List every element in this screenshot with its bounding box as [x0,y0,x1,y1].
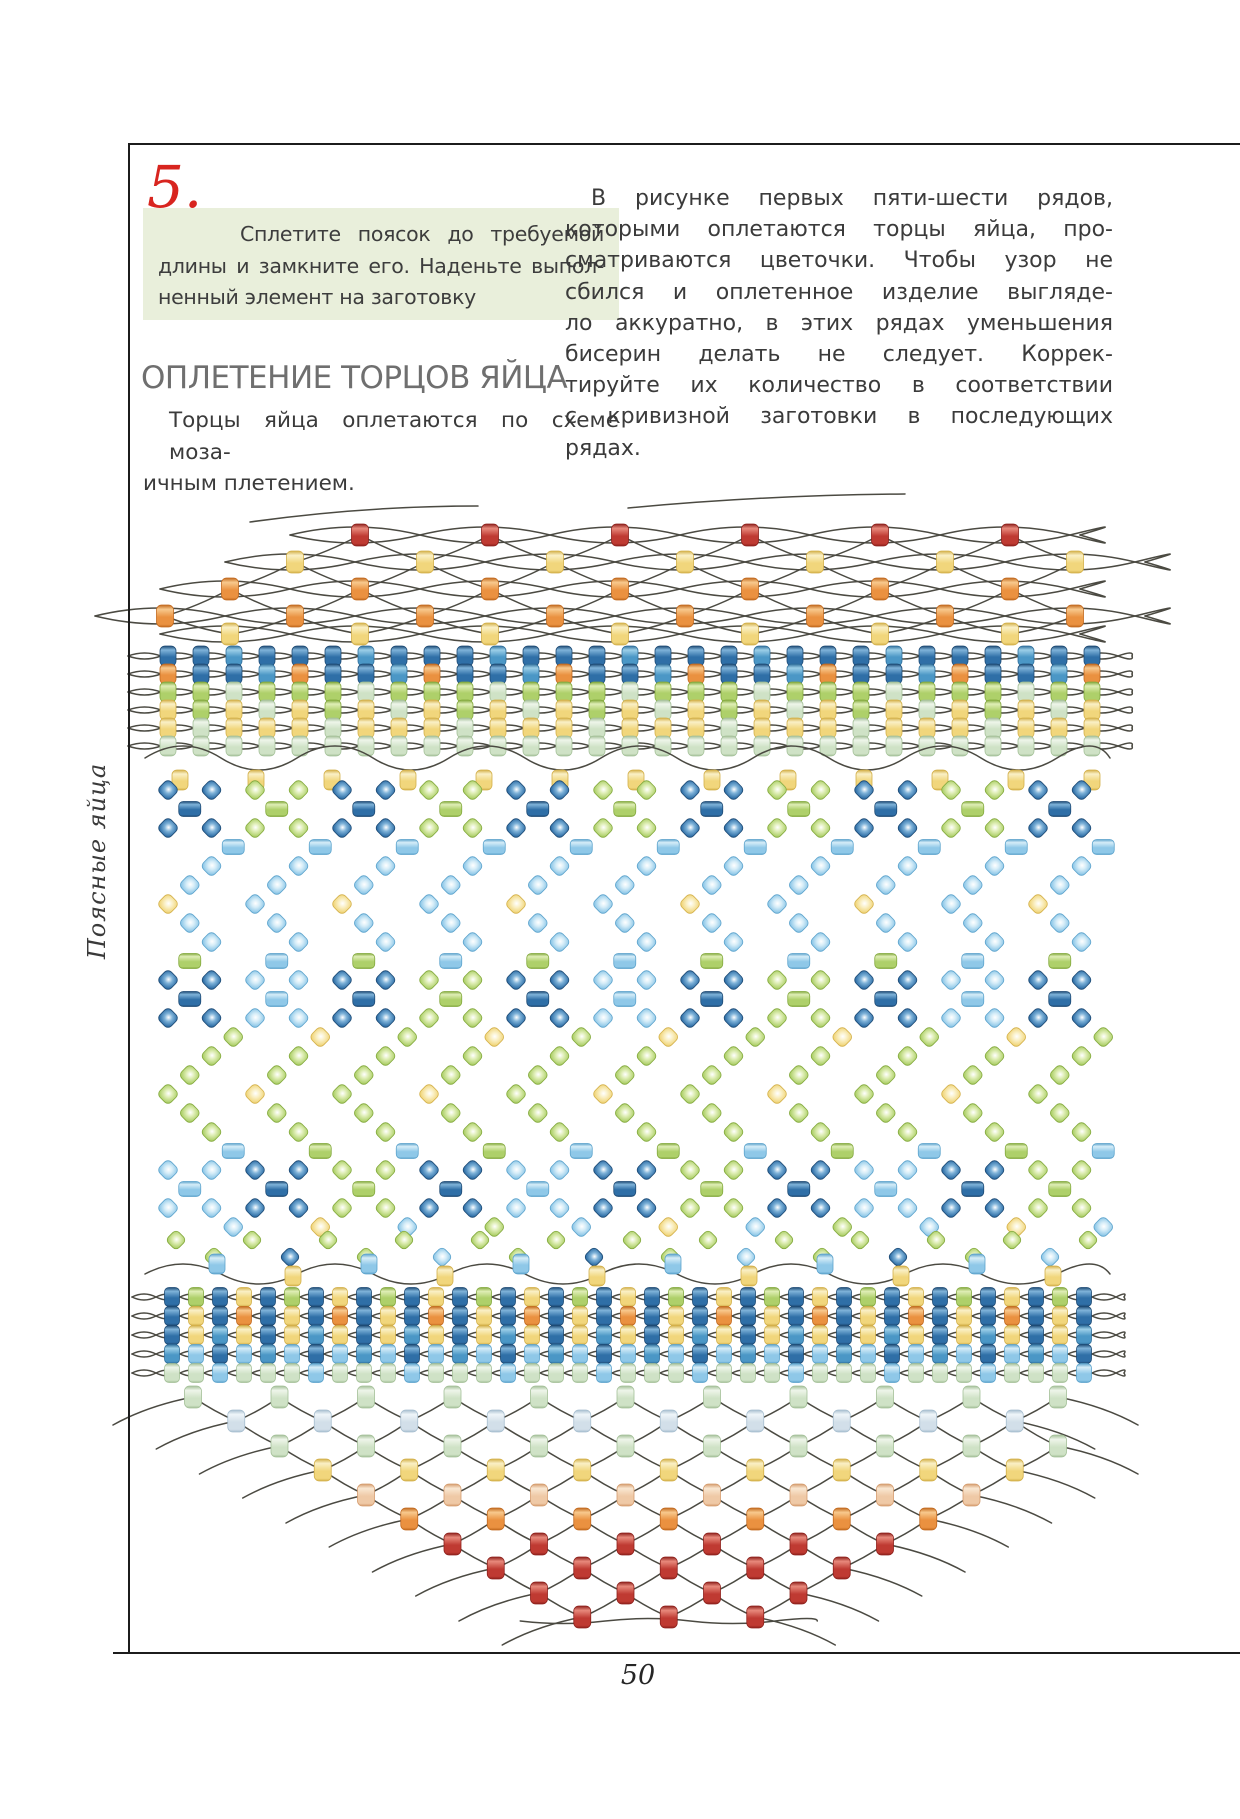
step-text-line: длины и замкните его. Наденьте выпол- [158,253,604,278]
body-text-line: бисерин делать не следует. Коррек- [565,342,1113,368]
body-column [565,183,1113,464]
dense-band-bottom [132,1288,1125,1383]
top-netting [95,494,1170,645]
body-text-line: ло аккуратно, в этих рядах уменьшения [565,310,1113,336]
section-intro [143,405,619,500]
intro-text-line: ичным плетением. [143,471,355,496]
page-frame-bottom [113,1652,1240,1654]
body-text-line: рядах. [565,435,641,461]
step-number: 5. [147,153,203,221]
body-text-line: сбился и оплетенное изделие выгляде- [565,279,1113,305]
mosaic-edge-rows [165,1229,1098,1267]
body-text-line: сматриваются цветочки. Чтобы узор не [565,248,1113,274]
page-number: 50 [620,1660,656,1691]
dense-band-top [128,646,1132,756]
mosaic-field [157,779,1115,1239]
step-text-line: Сплетите поясок до требуемой [240,222,604,246]
step-text-line: ненный элемент на заготовку [158,285,476,309]
step-box [143,208,619,320]
body-text-line: которыми оплетаются торцы яйца, про- [565,217,1113,243]
chapter-side-label: Поясные яйца [83,762,111,960]
body-text-line: тируйте их количество в соответствии [565,373,1113,399]
body-text-line: В рисунке первых пяти-шести рядов, [591,186,1113,211]
page-frame-top [128,143,1240,145]
page-frame-left [128,143,130,1653]
intro-text-line: Торцы яйца оплетаются по схеме моза- [169,408,619,465]
taper-netting [113,1386,1138,1645]
section-heading: ОПЛЕТЕНИЕ ТОРЦОВ ЯЙЦА [141,360,568,396]
body-text-line: с кривизной заготовки в последующих [565,404,1113,430]
